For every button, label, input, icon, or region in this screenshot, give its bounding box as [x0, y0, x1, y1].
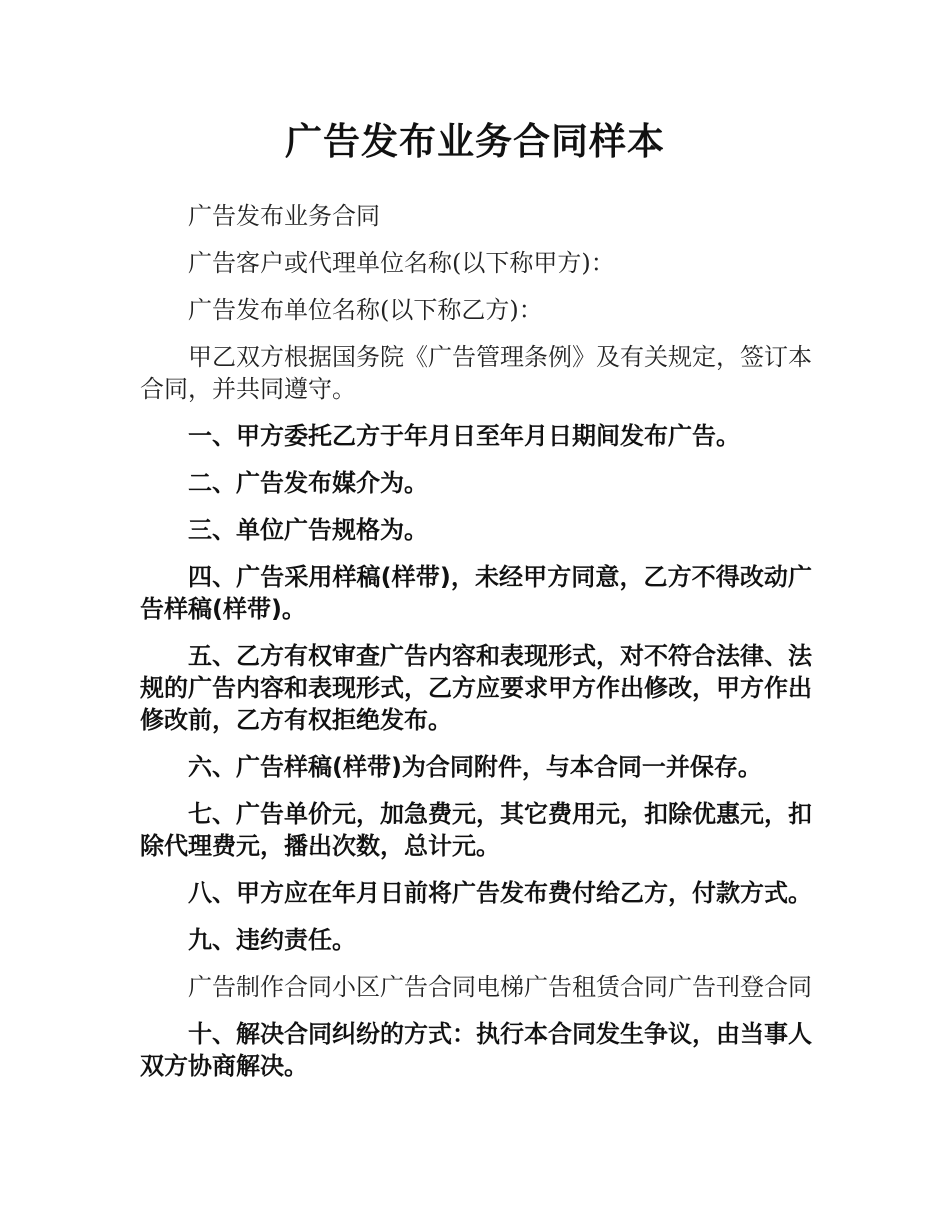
clause-2: 二、广告发布媒介为。: [188, 469, 428, 497]
clause-8: 八、甲方应在年月日前将广告发布费付给乙方，付款方式。: [188, 879, 812, 907]
clause-4: 四、广告采用样稿(样带)，未经甲方同意，乙方不得改动广告样稿(样带)。: [140, 563, 812, 623]
clause-9: 九、违约责任。: [188, 926, 356, 954]
clause-6: 六、广告样稿(样带)为合同附件，与本合同一并保存。: [188, 753, 762, 781]
clause-7: 七、广告单价元，加急费元，其它费用元，扣除优惠元，扣除代理费元，播出次数，总计元。: [140, 800, 812, 860]
document-title: 广告发布业务合同样本: [285, 120, 665, 163]
paragraph-preamble: 甲乙双方根据国务院《广告管理条例》及有关规定，签订本合同，并共同遵守。: [140, 343, 812, 403]
clause-5: 五、乙方有权审查广告内容和表现形式，对不符合法律、法规的广告内容和表现形式，乙方应要求甲方作出修改，甲方作出修改前，乙方有权拒绝发布。: [140, 642, 812, 734]
paragraph-party-b: 广告发布单位名称(以下称乙方)：: [188, 296, 543, 324]
paragraph-contract-name: 广告发布业务合同: [188, 202, 380, 230]
clause-10: 十、解决合同纠纷的方式：执行本合同发生争议，由当事人双方协商解决。: [140, 1020, 812, 1080]
document-body: [140, 200, 812, 1097]
clause-3: 三、单位广告规格为。: [188, 516, 428, 544]
related-contracts-line: 广告制作合同小区广告合同电梯广告租赁合同广告刊登合同: [188, 973, 812, 1001]
clause-1: 一、甲方委托乙方于年月日至年月日期间发布广告。: [188, 422, 740, 450]
paragraph-party-a: 广告客户或代理单位名称(以下称甲方)：: [188, 249, 615, 277]
